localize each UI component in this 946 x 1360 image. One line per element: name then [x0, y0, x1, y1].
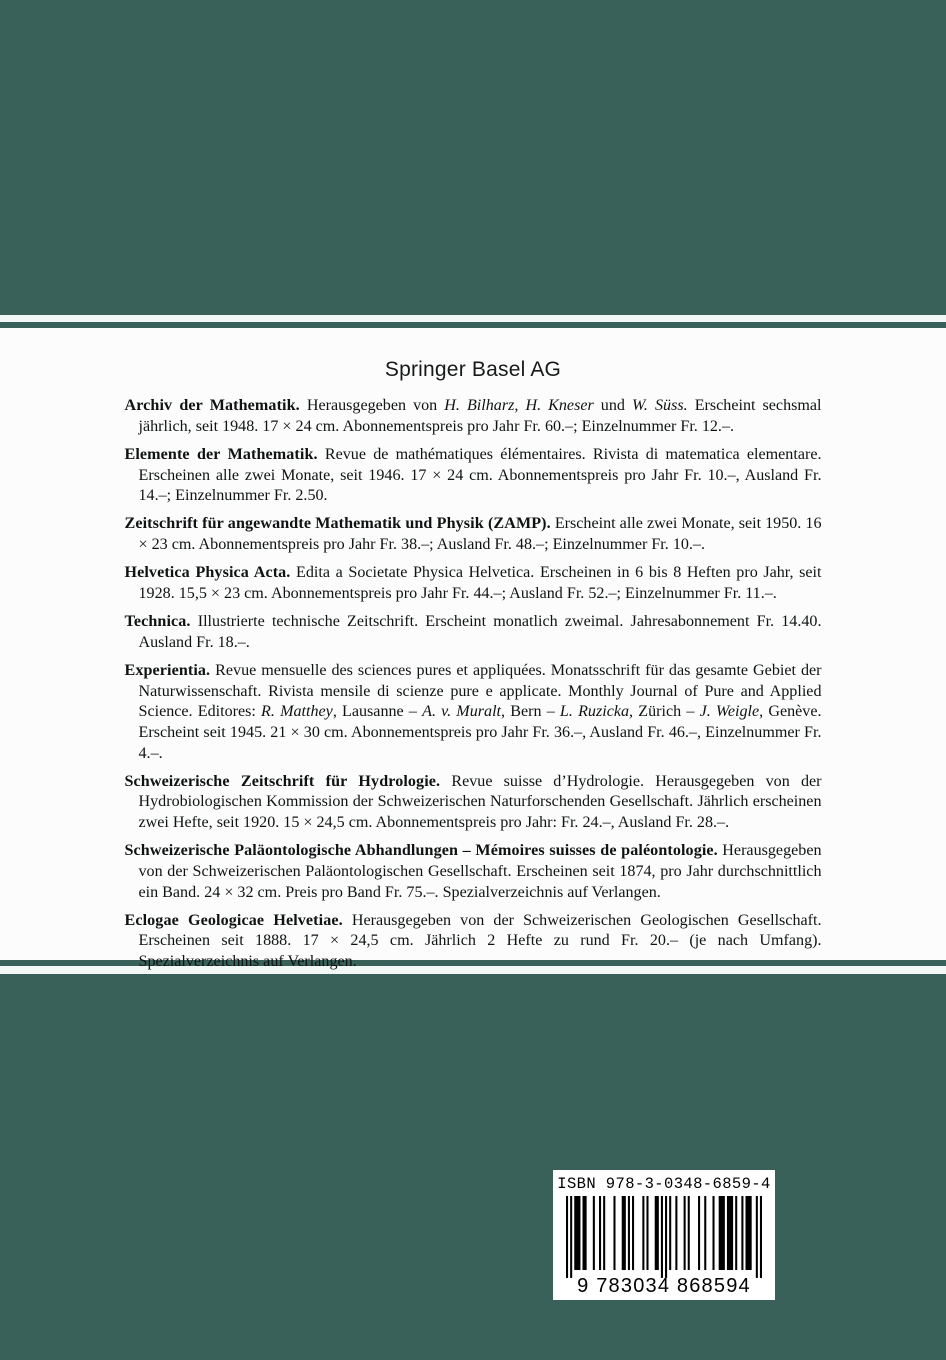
- journal-description: , Bern –: [501, 703, 560, 721]
- journal-entry: [125, 612, 822, 653]
- journal-entry: [125, 563, 822, 604]
- journal-description: Revue de mathématiques élémentaires. Rivista di matematica elementare. Erscheinen alle zwei Monate, seit 1946. 17 × 24 cm. Abonnementspreis pro Jahr Fr. 10.–, Ausland Fr. 14.–; Einzelnummer Fr. 2.50.: [138, 445, 822, 505]
- journal-editor-name: W. Süss.: [631, 397, 688, 414]
- journal-title: Experientia.: [124, 661, 211, 679]
- journal-description: Herausgegeben von: [299, 397, 445, 414]
- journal-description: Herausgegeben von der Schweizerischen Paläontologischen Gesellschaft. Erscheinen seit 1874, pro Jahr durchschnittlich ein Band. 24 × 32 cm. Preis pro Band Fr. 75.–. Spezialverzeichnis auf Verlangen.: [138, 842, 822, 901]
- journal-description: und: [593, 397, 632, 414]
- publisher-imprint: Springer Basel AG: [384, 358, 562, 381]
- journal-entry: [125, 772, 822, 834]
- journal-description: Edita a Societate Physica Helvetica. Erscheinen in 6 bis 8 Heften pro Jahr, seit 1928. 15,5 × 23 cm. Abonnementspreis pro Jahr Fr. 44.–; Ausland Fr. 52.–; Einzelnummer Fr. 11.–.: [138, 564, 822, 602]
- journal-description: Herausgegeben von der Schweizerischen Geologischen Gesellschaft. Erscheinen seit 1888. 17 × 24,5 cm. Jährlich 2 Hefte zu rund Fr. 20.– (je nach Umfang). Spezialverzeichnis auf Verlangen.: [138, 911, 822, 971]
- journal-title: Schweizerische Paläontologische Abhandlungen – Mémoires suisses de paléontologie.: [124, 842, 718, 860]
- journal-entry: [125, 445, 822, 507]
- journal-description: Illustrierte technische Zeitschrift. Erscheint monatlich zweimal. Jahresabonnement Fr. 14.40. Ausland Fr. 18.–.: [138, 613, 822, 651]
- top-separator-gap: [0, 315, 946, 322]
- bottom-teal-band: [0, 974, 946, 1360]
- journal-editor-name: A. v. Muralt: [422, 703, 502, 721]
- journal-entry: [125, 514, 822, 555]
- journal-description: , Lausanne –: [332, 703, 423, 721]
- journal-description: , Genève. Erscheint seit 1945. 21 × 30 cm. Abonnementspreis pro Jahr Fr. 36.–, Ausland Fr. 46.–, Einzelnummer Fr. 4.–.: [138, 703, 822, 762]
- journal-description: , Zürich –: [629, 703, 700, 721]
- barcode-bars-icon: [566, 1196, 762, 1278]
- content-panel: [0, 328, 946, 971]
- journal-editor-name: J. Weigle: [699, 703, 760, 721]
- journal-title: Helvetica Physica Acta.: [124, 564, 291, 582]
- journal-list: [125, 396, 822, 1022]
- journal-title: Zeitschrift für angewandte Mathematik und Physik (ZAMP).: [124, 515, 551, 533]
- journal-entry: [125, 841, 822, 903]
- journal-title: Archiv der Mathematik.: [124, 397, 300, 414]
- isbn-barcode: [553, 1170, 775, 1300]
- journal-description: Revue mensuelle des sciences pures et appliquées. Monatsschrift für das gesamte Gebiet der Naturwissenschaft. Rivista mensile di scienze pure e applicate. Monthly Journal of Pure and Applied Science. Editores:: [138, 661, 822, 721]
- journal-description: Revue suisse d’Hydrologie. Herausgegeben von der Hydrobiologischen Kommission der Schweizerischen Naturforschenden Gesellschaft. Jährlich erscheinen zwei Hefte, seit 1920. 15 × 24,5 cm. Abonnementspreis pro Jahr: Fr. 24.–, Ausland Fr. 28.–.: [138, 772, 822, 832]
- journal-title: Eclogae Geologicae Helvetiae.: [124, 911, 343, 929]
- journal-editor-name: L. Ruzicka: [559, 703, 630, 721]
- journal-title: Elemente der Mathematik.: [124, 445, 318, 463]
- journal-title: Schweizerische Zeitschrift für Hydrologie.: [124, 772, 441, 790]
- journal-editor-name: R. Matthey: [261, 703, 333, 721]
- top-teal-band: [0, 0, 946, 315]
- journal-entry: [125, 911, 822, 973]
- journal-description: Erscheint sechsmal jährlich, seit 1948. 17 × 24 cm. Abonnementspreis pro Jahr Fr. 60.–; Einzelnummer Fr. 12.–.: [138, 397, 822, 435]
- journal-editor-name: H. Bilharz, H. Kneser: [444, 397, 594, 414]
- journal-description: Erscheint alle zwei Monate, seit 1950. 16 × 23 cm. Abonnementspreis pro Jahr Fr. 38.–; Ausland Fr. 48.–; Einzelnummer Fr. 10.–.: [138, 515, 822, 554]
- journal-title: Technica.: [124, 613, 191, 631]
- isbn-label: ISBN 978-3-0348-6859-4: [557, 1175, 771, 1193]
- ean-digits: 9 783034 868594: [577, 1275, 751, 1297]
- journal-entry: [125, 396, 822, 437]
- journal-entry: [125, 661, 822, 764]
